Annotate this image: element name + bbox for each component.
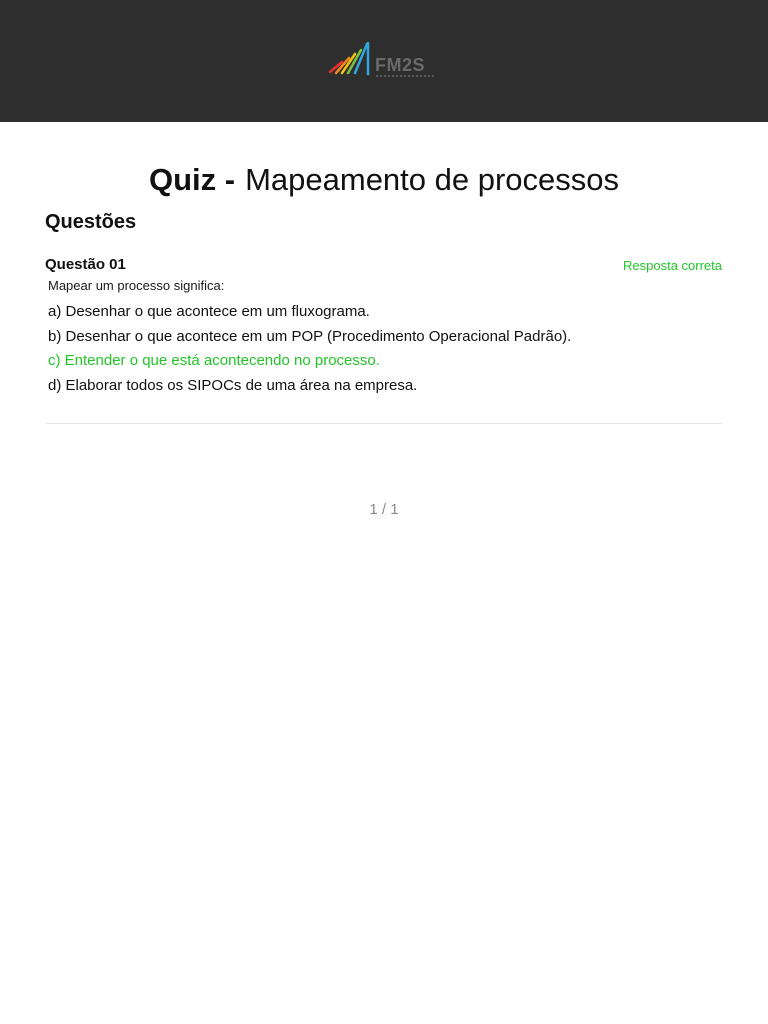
page-counter: 1 / 1	[369, 501, 399, 518]
section-heading: Questões	[45, 211, 137, 233]
answer-option-b: b) Desenhar o que acontece em um POP (Procedimento Operacional Padrão).	[48, 327, 572, 345]
page-title	[0, 160, 768, 200]
answer-option-d: d) Elaborar todos os SIPOCs de uma área na empresa.	[48, 376, 418, 394]
title-prefix: Quiz -	[148, 162, 236, 197]
question-divider	[45, 423, 723, 424]
logo-mark-icon	[328, 40, 374, 76]
logo-tagline	[376, 75, 434, 77]
answer-options	[48, 300, 571, 398]
logo-text: FM2S	[375, 55, 426, 75]
fm2s-logo[interactable]	[328, 40, 436, 80]
answer-option-c-correct: c) Entender o que está acontecendo no processo.	[48, 352, 380, 370]
question-label: Questão 01	[45, 256, 126, 273]
answer-status-badge: Resposta correta	[623, 258, 722, 273]
answer-option-a: a) Desenhar o que acontece em um fluxograma.	[48, 303, 370, 320]
page-header	[0, 0, 768, 122]
title-text: Mapeamento de processos	[245, 162, 620, 197]
question-prompt: Mapear um processo significa:	[48, 278, 225, 293]
